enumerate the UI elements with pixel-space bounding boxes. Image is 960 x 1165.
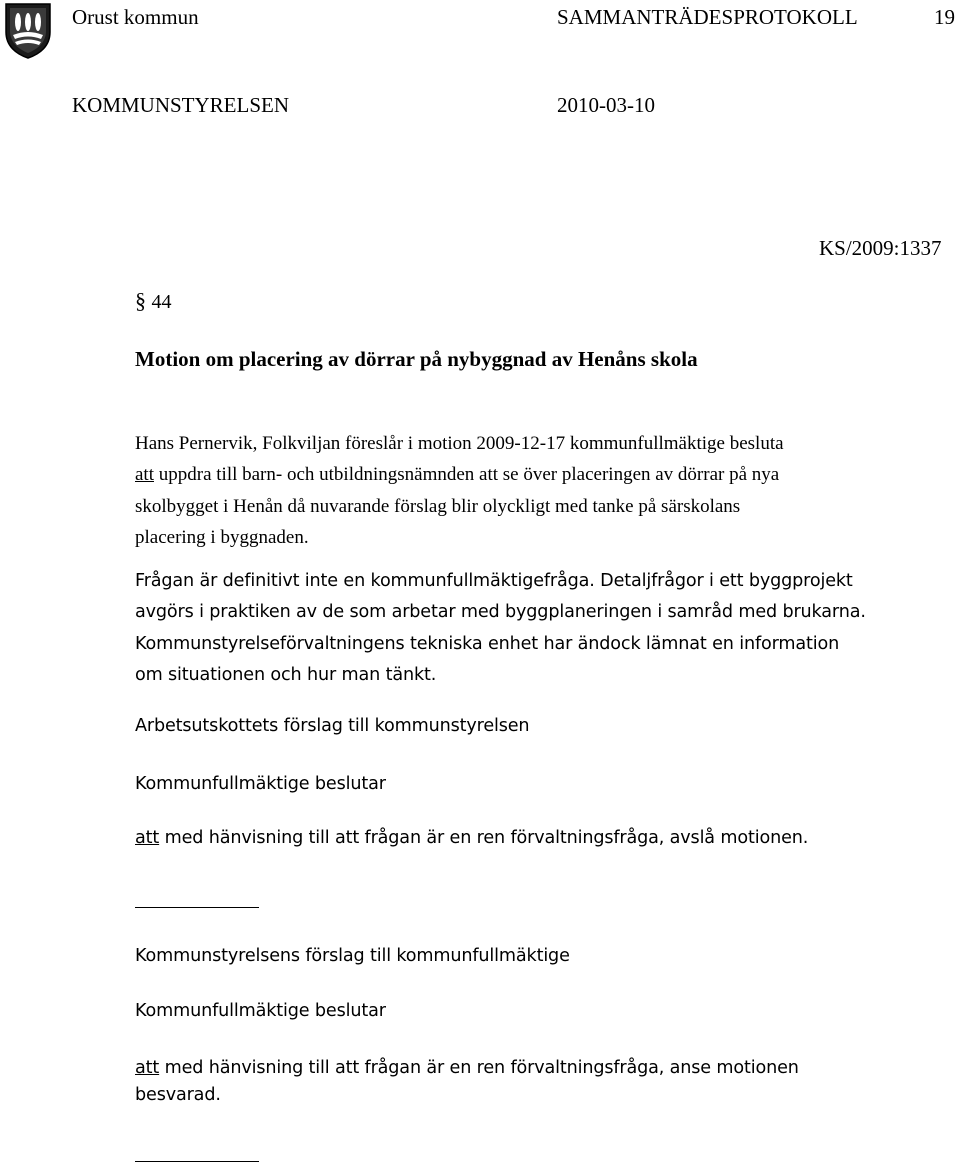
- paragraph-line: om situationen och hur man tänkt.: [135, 664, 437, 685]
- paragraph-line: placering i byggnaden.: [135, 526, 309, 548]
- proposal-heading: Kommunstyrelsens förslag till kommunfullmäktige: [135, 946, 570, 966]
- att-keyword: att: [135, 464, 154, 486]
- decision-text-body: med hänvisning till att frågan är en ren förvaltningsfråga, avslå motionen.: [159, 828, 809, 848]
- att-keyword: att: [135, 828, 160, 848]
- paragraph-line: skolbygget i Henån då nuvarande förslag blir olyckligt med tanke på särskolans: [135, 495, 741, 517]
- protocol-title: SAMMANTRÄDESPROTOKOLL: [557, 5, 858, 29]
- paragraph-line: Kommunstyrelseförvaltningens tekniska enhet har ändock lämnat en information: [135, 633, 840, 654]
- paragraph-line: avgörs i praktiken av de som arbetar med byggplaneringen i samråd med brukarna.: [135, 602, 866, 623]
- municipal-coat-of-arms-icon: [4, 2, 52, 60]
- paragraph-line-text: uppdra till barn- och utbildningsnämnden att se över placeringen av dörrar på nya: [154, 464, 780, 486]
- section-symbol: §: [135, 288, 146, 313]
- decision-heading: Kommunfullmäktige beslutar: [135, 774, 386, 794]
- paragraph-line: Hans Pernervik, Folkviljan föreslår i motion 2009-12-17 kommunfullmäktige besluta: [135, 433, 784, 454]
- section-number: [135, 286, 172, 317]
- case-number: KS/2009:1337: [819, 236, 942, 260]
- page-number: 19: [934, 5, 955, 29]
- divider: [135, 907, 259, 908]
- municipality-name: Orust kommun: [72, 5, 199, 29]
- motion-paragraph: [135, 428, 935, 553]
- paragraph-line: [135, 459, 935, 490]
- board-name: KOMMUNSTYRELSEN: [72, 93, 290, 117]
- decision-text-body: med hänvisning till att frågan är en ren förvaltningsfråga, anse motionen: [159, 1058, 799, 1078]
- paragraph-line: Frågan är definitivt inte en kommunfullmäktigefråga. Detaljfrågor i ett byggprojekt: [135, 571, 853, 591]
- decision-text: [135, 1053, 935, 1112]
- divider: [135, 1161, 259, 1162]
- page-title: Motion om placering av dörrar på nybyggnad av Henåns skola: [135, 347, 698, 371]
- decision-text: [135, 823, 935, 854]
- decision-heading: Kommunfullmäktige beslutar: [135, 1001, 386, 1021]
- proposal-heading: Arbetsutskottets förslag till kommunstyrelsen: [135, 716, 530, 736]
- meeting-date: 2010-03-10: [557, 93, 655, 117]
- att-keyword: att: [135, 1058, 160, 1078]
- paragraph-line: besvarad.: [135, 1085, 221, 1106]
- comment-paragraph: [135, 566, 935, 691]
- section-number-value: 44: [151, 291, 172, 313]
